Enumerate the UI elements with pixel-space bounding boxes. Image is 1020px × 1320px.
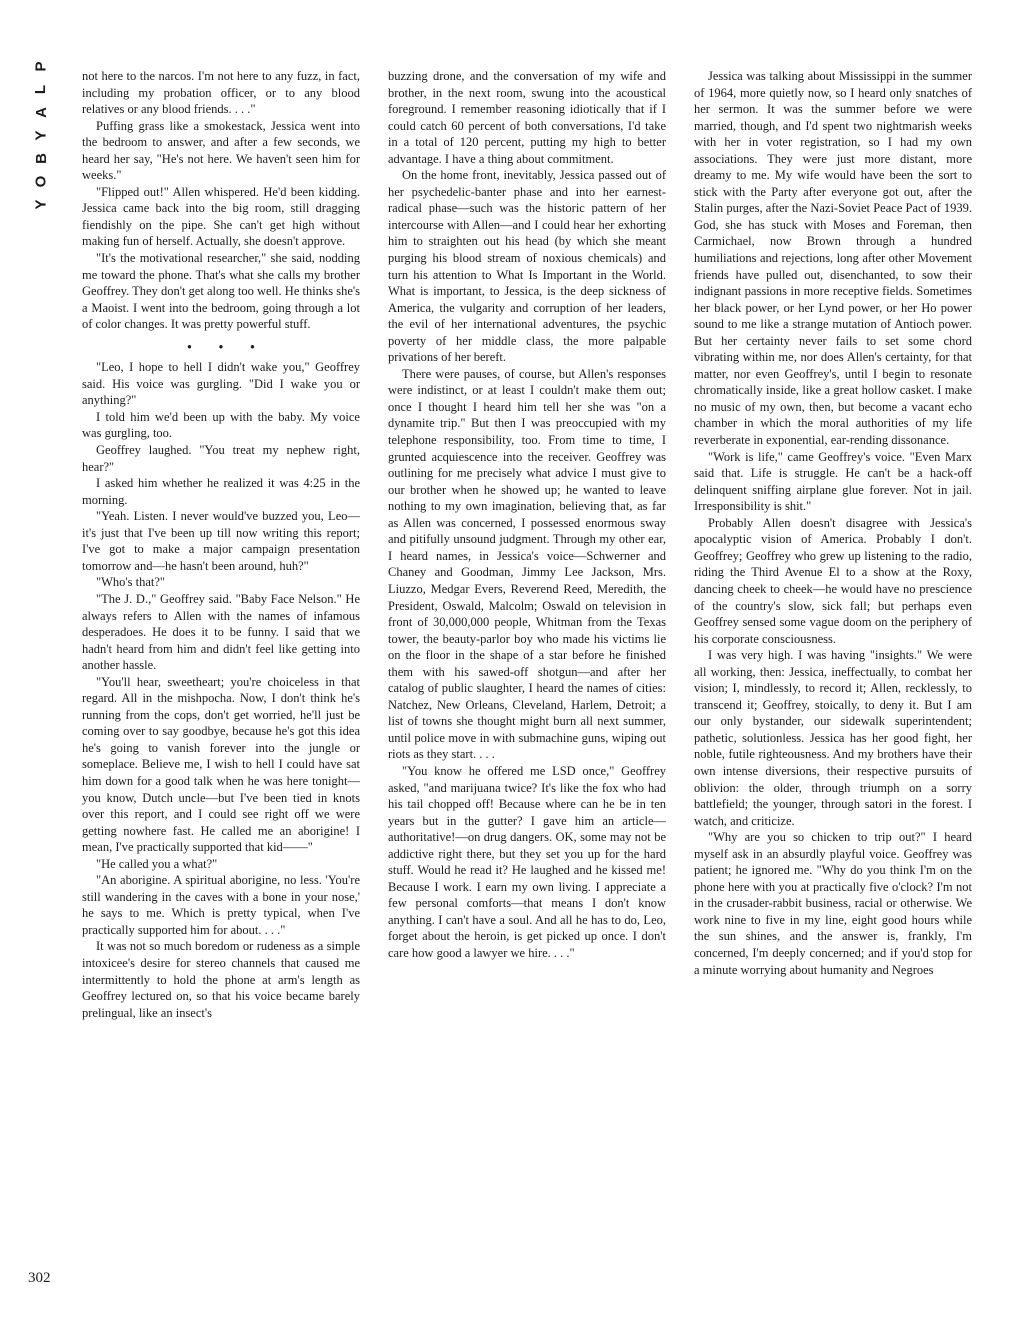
column-1 bbox=[82, 68, 360, 1288]
paragraph: It was not so much boredom or rudeness as a simple intoxicee's desire for stereo channels that caused me intermittently to hold the phone at arm's length as Geoffrey lectured on, so that his voice became barely prelingual, like an insect's bbox=[82, 939, 360, 1020]
paragraph: "Work is life," came Geoffrey's voice. "Even Marx said that. Life is struggle. He can't be a hack-off delinquent sniffing airplane glue forever. Not in jail. Irresponsibility is shit." bbox=[694, 449, 972, 514]
running-head-letter: B bbox=[32, 153, 50, 164]
paragraph: I was very high. I was having "insights." We were all working, then: Jessica, ineffectually, to combat her vision; I, mindlessly, to record it; Allen, recklessly, to transcend it; Geoffrey, stoically, to deny it. But I am our only bystander, our sidewalk superintendent; pathetic, solutionless. Jessica has her good fight, her noble, futile righteousness. And my brothers have their own intense diversions, their respective pursuits of oblivion: the older, through triumph on a sorry battlefield; the younger, through satori in the forest. I watch, and criticize. bbox=[694, 648, 972, 828]
running-head-letter: O bbox=[32, 175, 50, 188]
paragraph: I asked him whether he realized it was 4:25 in the morning. bbox=[82, 476, 360, 507]
paragraph: Puffing grass like a smokestack, Jessica went into the bedroom to answer, and after a few seconds, we heard her say, "He's not here. We haven't seen him for weeks." bbox=[82, 118, 360, 183]
article-body bbox=[82, 68, 972, 1288]
running-head-letter: Y bbox=[32, 130, 50, 141]
paragraph: "Who's that?" bbox=[96, 575, 166, 590]
running-head-letter: L bbox=[32, 84, 50, 95]
paragraph: There were pauses, of course, but Allen's responses were indistinct, or at least I couldn't make them out; once I thought I heard him tell her she was "on a dynamite trip." But then I was preoccupied with my telephone responsibility, too. From time to time, I grunted acquiescence into the receiver. Geoffrey was outlining for me precisely what advice I must give to our brother when he showed up; he wanted to leave nothing to my own imagination, believing that, as far as Allen was concerned, I possessed enormous sway and pitifully unsound judgment. Through my other ear, I heard names, in Jessica's voice—Schwerner and Chaney and Goodman, Jimmy Lee Jackson, Mrs. Liuzzo, Medgar Evers, Reverend Reed, Meredith, the President, Oswald, Malcolm; Oswald on television in front of 30,000,000 people, Whitman from the Texas tower, the beauty-parlor boy who made his victims lie on the floor in the shape of a star before he finished them with his sawed-off shotgun—and after her catalog of public slaughter, I heard the names of cities: Natchez, New Orleans, Cleveland, Harlem, Detroit; a list of towns she thought might burn all next summer, until police move in with submachine guns, wiping out riots as they start. . . . bbox=[388, 366, 666, 762]
paragraph: "Flipped out!" Allen whispered. He'd been kidding. Jessica came back into the big room, still dragging fiendishly on the pipe. She can't get high without making fun of herself. Actually, she doesn't approve. bbox=[82, 184, 360, 249]
section-separator: • • • bbox=[187, 339, 267, 354]
paragraph: "Leo, I hope to hell I didn't wake you," Geoffrey said. His voice was gurgling. "Did I wake you or anything?" bbox=[82, 360, 360, 408]
paragraph: "You know he offered me LSD once," Geoffrey asked, "and marijuana twice? It's like the fox who had his tail chopped off! Because where can he be in ten years but in the gutter? I gave him an article—authoritative!—on drug dangers. OK, some may not be addictive right there, but they set you up for the hard stuff. Would he read it? He laughed and he kissed me! Because I work. I earn my own living. I appreciate a few personal comforts—that means I don't know anything. I can't have a soul. And all he has to do, Leo, forget about the heroin, is get picked up once. I don't care how good a lawyer we hire. . . ." bbox=[388, 763, 666, 960]
paragraph: Jessica was talking about Mississippi in the summer of 1964, more quietly now, so I heard only snatches of her sermon. It was the summer before we were married, though, and I'd spent two nightmarish weeks with her in voter registration, so I had my own associations. They were just more distant, more dreamy to me. My wife would have been the sort to stick with the Party after everyone got out, after the Stalin purges, after the Nazi-Soviet Peace Pact of 1939. God, she has stuck with Moses and Foreman, then Carmichael, now Brown through a hundred humiliations and rejections, long after other Movement friends have pulled out, disenchanted, to sow their indignant passions in more receptive fields. Sometimes her black power, or her Lynd power, or her Ho power sound to me like a strange mutation of Antioch power. But her certainty never fails to set some chord vibrating within me, nor does Allen's certainty, for that matter, nor even Geoffrey's, until I begin to resonate chromatically inside, like a great hollow casket. I make no music of my own, then, but become a vacant echo chamber in which the moral authorities of my life reverberate in exponential, ear-rending dissonance. bbox=[694, 69, 972, 448]
paragraph: Probably Allen doesn't disagree with Jessica's apocalyptic vision of America. Probably I don't. Geoffrey; Geoffrey who grew up listening to the radio, riding the Third Avenue El to a show at the Roxy, dancing cheek to cheek—he would have no prescience of the country's slow, sick fall; but perhaps even Geoffrey sensed some vague doom on the periphery of his corporate consciousness. bbox=[694, 515, 972, 646]
column-2 bbox=[388, 68, 666, 1288]
paragraph: Geoffrey laughed. "You treat my nephew right, hear?" bbox=[82, 443, 360, 474]
running-head-letter: Y bbox=[32, 199, 50, 210]
paragraph: not here to the narcos. I'm not here to any fuzz, in fact, including my probation officer, or to any blood relatives or any blood friends. . . ." bbox=[82, 69, 360, 117]
paragraph: "Why are you so chicken to trip out?" I heard myself ask in an absurdly playful voice. Geoffrey was patient; he ignored me. "Why do you think I'm on the phone here with you at practically five o'clock? I'm not in the crusader-rabbit business, racial or otherwise. We work nine to five in my line, eight good hours while the sun shines, and the answer is, frankly, I'm concerned, I'm deeply concerned; and if you'd stop for a minute worrying about humanity and Negroes bbox=[694, 830, 972, 977]
paragraph: "The J. D.," Geoffrey said. "Baby Face Nelson." He always refers to Allen with the names of infamous desperadoes. He does it to be funny. I said that we hadn't heard from him and didn't feel like getting into another hassle. bbox=[82, 591, 360, 673]
paragraph: "You'll hear, sweetheart; you're choiceless in that regard. All in the mishpocha. Now, I don't think he's running from the cops, don't get worried, he'll just be coming over to say goodbye, because he's got this idea he's going to vanish forever into the jungle or someplace. Believe me, I wish to hell I could have sat him down for a good talk when he was here tonight—you know, Dutch uncle—but I've been tied in knots over this report, and I could see right off we were getting nowhere fast. He called me an aborigine! I mean, I've practically supported that kid——" bbox=[82, 674, 360, 855]
page-number: 302 bbox=[28, 1270, 51, 1286]
paragraph: "He called you a what?" bbox=[96, 856, 218, 871]
running-head-letter: A bbox=[32, 107, 50, 118]
running-head bbox=[30, 58, 52, 213]
paragraph: "It's the motivational researcher," she said, nodding me toward the phone. That's what she calls my brother Geoffrey. They don't get along too well. He thinks she's a Maoist. I went into the bedroom, going through a lot of color changes. It was pretty powerful stuff. bbox=[82, 251, 360, 332]
column-3 bbox=[694, 68, 972, 1288]
paragraph: I told him we'd been up with the baby. My voice was gurgling, too. bbox=[82, 409, 360, 441]
running-head-letter: P bbox=[32, 61, 50, 72]
paragraph: buzzing drone, and the conversation of my wife and brother, in the next room, swung into the acoustical foreground. I remember reasoning idiotically that if I could catch 60 percent of both conversations, I'd take in a total of 120 percent, putting my high to better advantage. I have a thing about commitment. bbox=[388, 69, 666, 166]
paragraph: "Yeah. Listen. I never would've buzzed you, Leo—it's just that I've been up till now writing this report; I've got to make a major campaign presentation tomorrow and—he hasn't been around, huh?" bbox=[82, 509, 360, 573]
paragraph: "An aborigine. A spiritual aborigine, no less. 'You're still wandering in the caves with a bone in your nose,' he says to me. Which is pretty typical, when I've practically supported him for about. . . ." bbox=[82, 873, 360, 937]
paragraph: On the home front, inevitably, Jessica passed out of her psychedelic-banter phase and into her earnest-radical phase—such was the historic pattern of her intercourse with Allen—and I could hear her exhorting him to straighten out his head (by which she meant purging his blood stream of noxious chemicals) and turn his attention to What Is Important in the World. What is important, to Jessica, is the deep sickness of America, the vulgarity and corruption of her leaders, the evil of her international adventures, the psychic poverty of her middle class, the more palpable privations of her bereft. bbox=[388, 168, 666, 365]
